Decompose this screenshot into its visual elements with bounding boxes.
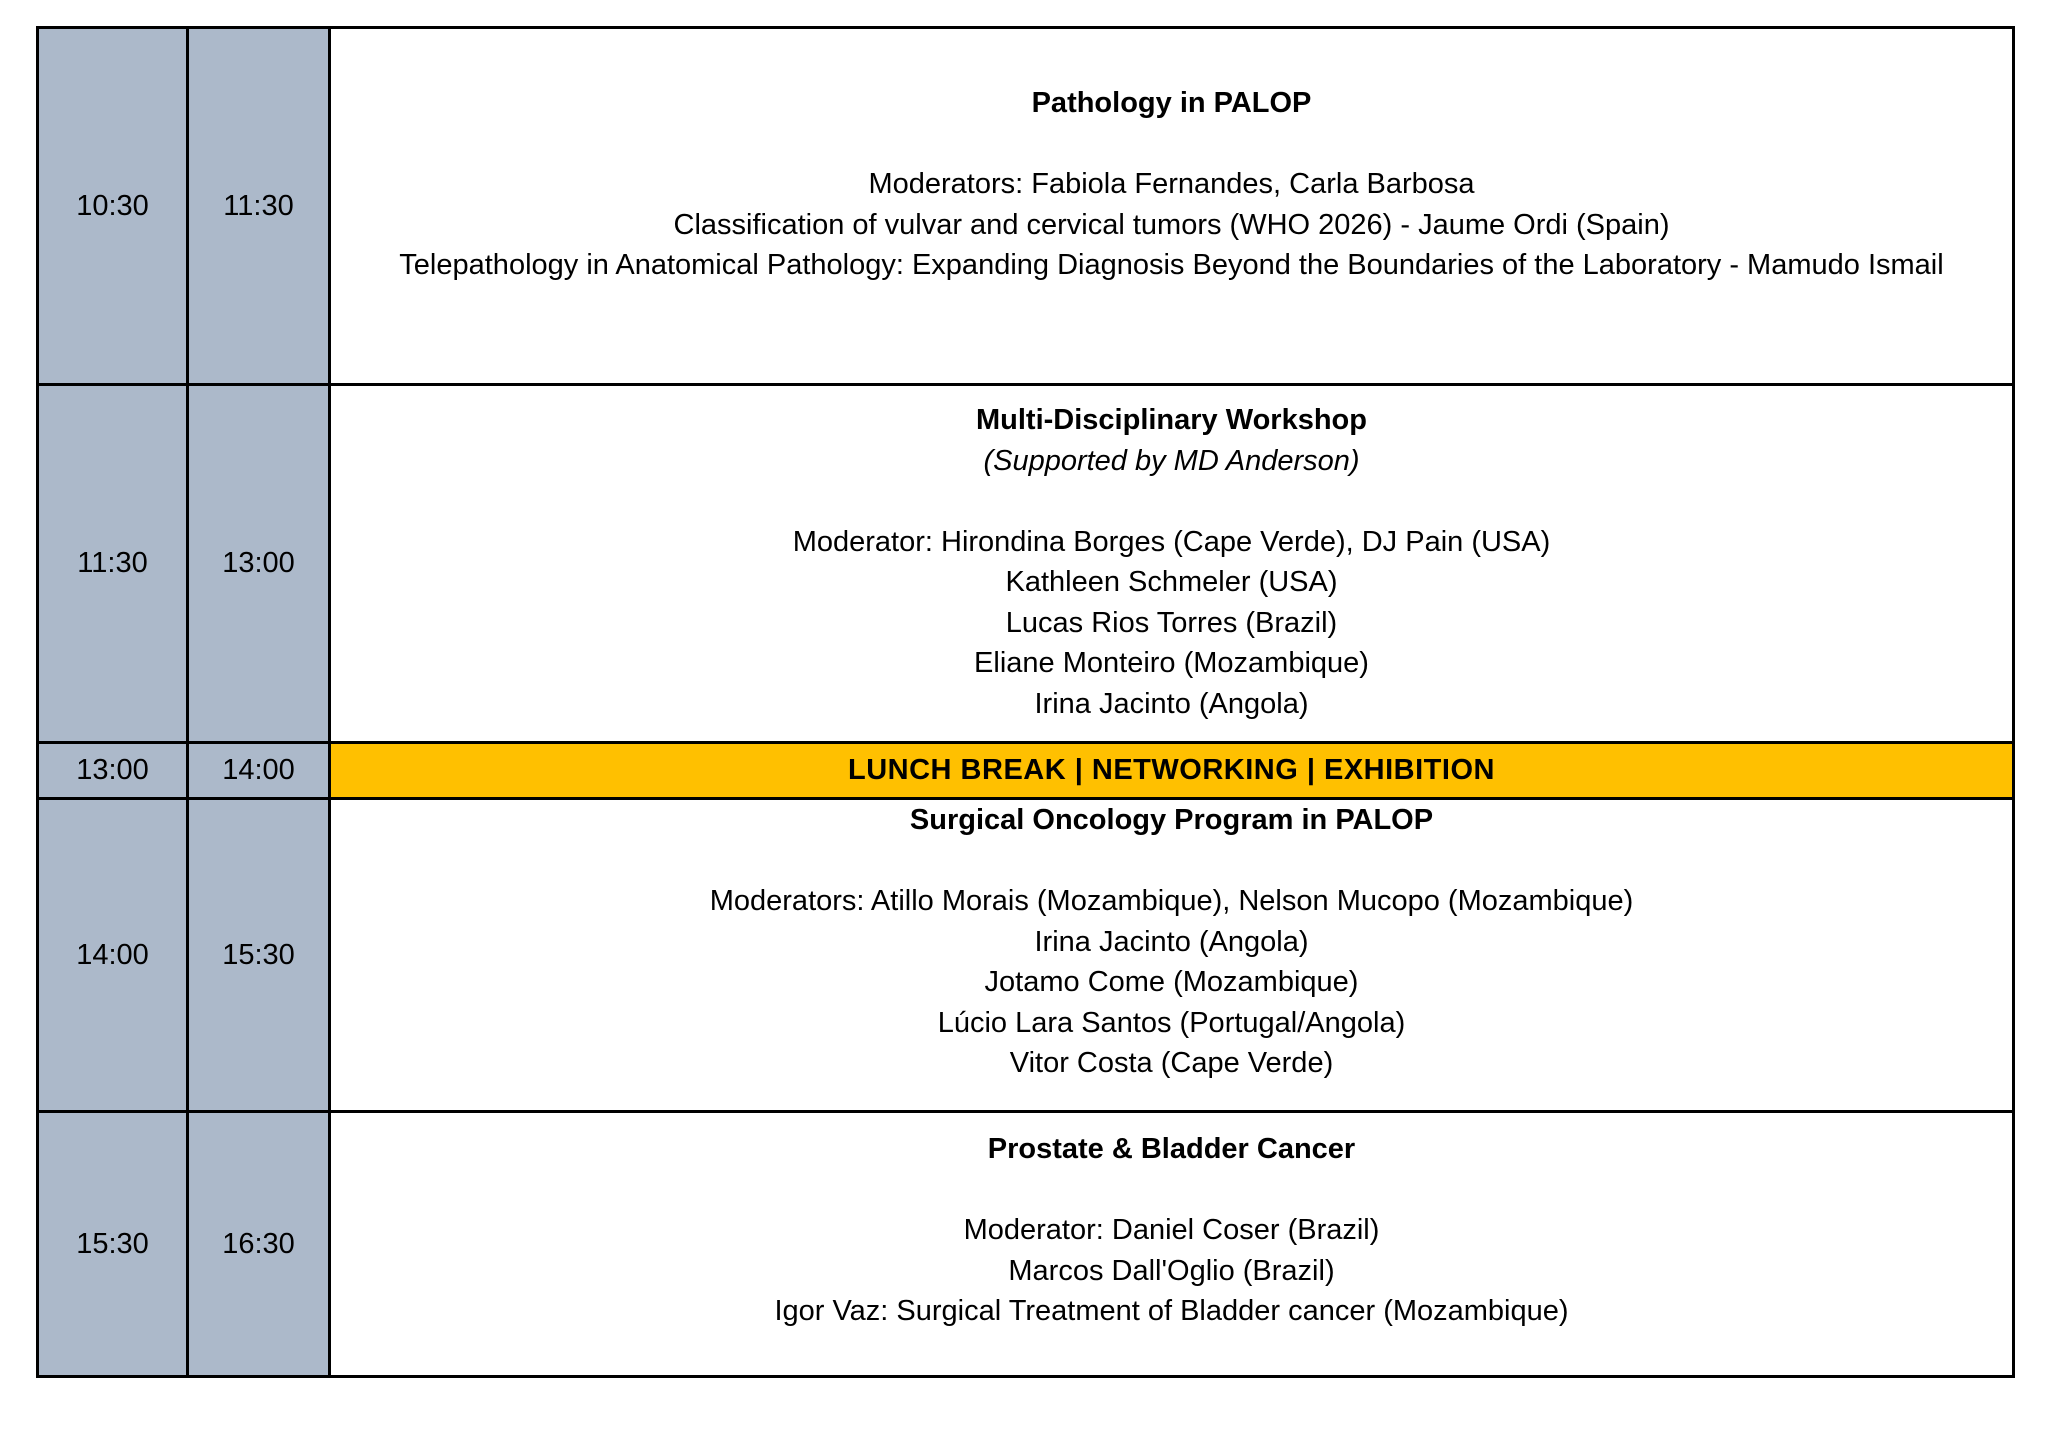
start-time: 13:00 (38, 743, 188, 799)
session-line: Moderators: Fabiola Fernandes, Carla Barbosa (868, 168, 1475, 200)
session-line: Telepathology in Anatomical Pathology: Expanding Diagnosis Beyond the Boundaries of the Laboratory - Mamudo Ismail (399, 249, 1944, 281)
session-line: Marcos Dall'Oglio (Brazil) (1008, 1254, 1335, 1287)
session-title: Multi-Disciplinary Workshop (975, 404, 1367, 436)
session-details (330, 385, 2014, 743)
spacer-line (331, 481, 2012, 522)
session-line: (Supported by MD Anderson) (983, 444, 1360, 477)
session-line: Igor Vaz: Surgical Treatment of Bladder cancer (Mozambique) (774, 1295, 1569, 1327)
session-line: Lucas Rios Torres (Brazil) (1005, 606, 1338, 639)
session-line: Vitor Costa (Cape Verde) (1009, 1047, 1334, 1079)
end-time: 11:30 (188, 28, 330, 385)
end-time: 14:00 (188, 743, 330, 799)
session-line: Irina Jacinto (Angola) (1034, 925, 1309, 958)
spacer-line (331, 841, 2012, 882)
start-time: 15:30 (38, 1112, 188, 1377)
session-title: Prostate & Bladder Cancer (987, 1133, 1356, 1165)
session-row (38, 28, 2014, 385)
spacer-line (331, 1170, 2012, 1211)
end-time: 16:30 (188, 1112, 330, 1377)
end-time: 13:00 (188, 385, 330, 743)
session-line: Moderator: Daniel Coser (Brazil) (963, 1214, 1380, 1246)
session-details (330, 1112, 2014, 1377)
session-line: Kathleen Schmeler (USA) (1005, 566, 1338, 598)
schedule-table (36, 26, 2015, 1378)
session-line: Lúcio Lara Santos (Portugal/Angola) (937, 1006, 1406, 1039)
session-details (330, 799, 2014, 1112)
session-line: Jotamo Come (Mozambique) (984, 966, 1359, 998)
end-time: 15:30 (188, 799, 330, 1112)
start-time: 11:30 (38, 385, 188, 743)
start-time: 10:30 (38, 28, 188, 385)
session-line: Classification of vulvar and cervical tumors (WHO 2026) - Jaume Ordi (Spain) (673, 208, 1670, 241)
lunch-break-banner (330, 743, 2014, 799)
session-line: Irina Jacinto (Angola) (1034, 687, 1309, 720)
spacer-line (331, 124, 2012, 165)
session-title: Surgical Oncology Program in PALOP (909, 804, 1434, 836)
session-details (330, 28, 2014, 385)
start-time: 14:00 (38, 799, 188, 1112)
session-line: Moderator: Hirondina Borges (Cape Verde), DJ Pain (USA) (792, 525, 1551, 558)
break-row (38, 743, 2014, 799)
session-line: Moderators: Atillo Morais (Mozambique), Nelson Mucopo (Mozambique) (709, 885, 1634, 917)
session-line: Eliane Monteiro (Mozambique) (974, 647, 1369, 679)
session-row (38, 385, 2014, 743)
session-title: Pathology in PALOP (1031, 87, 1312, 119)
session-row (38, 1112, 2014, 1377)
session-row (38, 799, 2014, 1112)
session-title: LUNCH BREAK | NETWORKING | EXHIBITION (848, 754, 1495, 787)
